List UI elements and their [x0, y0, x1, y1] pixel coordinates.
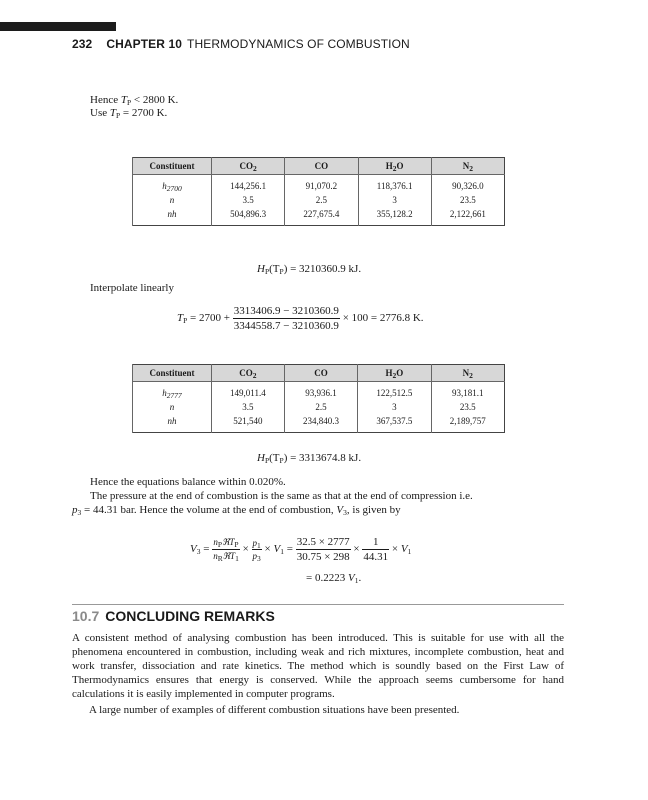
column-header: $H_2O$: [358, 365, 431, 382]
running-header: [72, 37, 410, 51]
table-cell: 93,936.1: [284, 382, 357, 401]
pressure-ratio: $\frac{p_1}{p_3}$: [252, 538, 261, 563]
table-cell: 91,070.2: [285, 175, 358, 194]
row-label: $h_{2700}$: [133, 175, 212, 194]
molar-temperature-ratio: $\frac{n_PℜT_P}{n_RℜT_1}$: [213, 537, 239, 563]
concluding-paragraph-1: A consistent method of analysing combustion has been introduced. This is suitable for use with all the phenomena encountered in combustion, including weak and rich mixtures, incomplete combustion, heat and work transfer, dissociation and rate kinetics. The method which is soundly based on the First Law of Thermodynamics ensures that energy is conserved. While the approach seems cumbersome for hand calculations it is easily implemented in computer programs.: [72, 632, 564, 700]
enthalpy-table-2777: [132, 364, 505, 433]
volume-result: = 0.2223 $V_1$.: [306, 572, 362, 585]
table-header-row: [133, 365, 505, 382]
section-heading: [72, 608, 275, 624]
table-cell: 3.5: [212, 400, 285, 414]
table-cell: 149,011.4: [212, 382, 285, 401]
table-cell: 2.5: [284, 400, 357, 414]
header-bar: [0, 22, 116, 31]
chapter-title: THERMODYNAMICS OF COMBUSTION: [187, 37, 410, 51]
concluding-paragraph-2: A large number of examples of different combustion situations have been presented.: [89, 704, 460, 716]
numeric-ratio: $\frac{32.5 \times 2777}{30.75 \times 298}$: [296, 536, 350, 563]
table-cell: 3.5: [212, 193, 285, 207]
column-header: $N_2$: [431, 365, 504, 382]
table-row: [133, 382, 505, 401]
table-cell: 2,122,661: [431, 207, 504, 226]
table-cell: 23.5: [431, 193, 504, 207]
table-row: [133, 207, 505, 226]
column-header: Constituent: [133, 158, 212, 175]
table-cell: 90,326.0: [431, 175, 504, 194]
table-cell: 2,189,757: [431, 414, 504, 433]
row-label: n: [133, 193, 212, 207]
table-cell: 23.5: [431, 400, 504, 414]
table-cell: 227,675.4: [285, 207, 358, 226]
column-header: CO: [284, 365, 357, 382]
table-cell: 144,256.1: [212, 175, 285, 194]
page-number: 232: [72, 37, 93, 51]
balance-line-2: The pressure at the end of combustion is the same as that at the end of compression i.e.: [90, 490, 473, 502]
row-label: nh: [133, 414, 212, 433]
inverse-pressure: $\frac{1}{44.31}$: [363, 536, 389, 563]
row-label: n: [133, 400, 212, 414]
interpolate-label: Interpolate linearly: [90, 282, 174, 294]
section-title: CONCLUDING REMARKS: [105, 608, 275, 624]
enthalpy-equation-1: $H_P(T_P) = 3210360.9$ kJ.: [257, 263, 362, 276]
intro-line-2: Use $T_P = 2700$ K.: [90, 107, 168, 120]
balance-line-1: Hence the equations balance within 0.020%.: [90, 476, 286, 488]
table-cell: 234,840.3: [284, 414, 357, 433]
table-cell: 3: [358, 400, 431, 414]
table-row: [133, 193, 505, 207]
column-header: CO: [285, 158, 358, 175]
table-cell: 355,128.2: [358, 207, 431, 226]
table-cell: 2.5: [285, 193, 358, 207]
table-cell: 93,181.1: [431, 382, 504, 401]
table-cell: 3: [358, 193, 431, 207]
table-cell: 118,376.1: [358, 175, 431, 194]
column-header: $CO_2$: [212, 365, 285, 382]
column-header: $N_2$: [431, 158, 504, 175]
table-cell: 122,512.5: [358, 382, 431, 401]
column-header: $CO_2$: [212, 158, 285, 175]
table-row: [133, 414, 505, 433]
row-label: nh: [133, 207, 212, 226]
interpolation-equation: $T_P = 2700$ + $\frac{3313406.9 - 3210360.9}{3344558.7 - 3210360.9}$ × 100 = 2776.8 K.: [177, 305, 424, 332]
chapter-label: CHAPTER 10: [106, 37, 183, 51]
interpolation-fraction: $\frac{3313406.9 - 3210360.9}{3344558.7 - 3210360.9}$: [233, 305, 339, 332]
column-header: Constituent: [133, 365, 212, 382]
section-rule: [72, 604, 564, 605]
row-label: $h_{2777}$: [133, 382, 212, 401]
table-cell: 521,540: [212, 414, 285, 433]
table-cell: 504,896.3: [212, 207, 285, 226]
enthalpy-table-2700: [132, 157, 505, 226]
column-header: $H_2O$: [358, 158, 431, 175]
table-row: [133, 175, 505, 194]
enthalpy-equation-2: $H_P(T_P) = 3313674.8$ kJ.: [257, 452, 362, 465]
table-row: [133, 400, 505, 414]
table-cell: 367,537.5: [358, 414, 431, 433]
section-number: 10.7: [72, 608, 100, 624]
table-header-row: [133, 158, 505, 175]
volume-equation: $V_3$ = $\frac{n_PℜT_P}{n_RℜT_1}$ × $\frac{p_1}{p_3}$ × $V_1$ = $\frac{32.5 \times 2777}{30.75 \times 298}$ × $\frac{1}{44.31}$ × $V_1$: [190, 536, 412, 563]
balance-line-3: $p_3 = 44.31$ bar. Hence the volume at the end of combustion, $V_3$, is given by: [72, 504, 401, 517]
intro-line-1: Hence $T_P < 2800$ K.: [90, 94, 179, 107]
